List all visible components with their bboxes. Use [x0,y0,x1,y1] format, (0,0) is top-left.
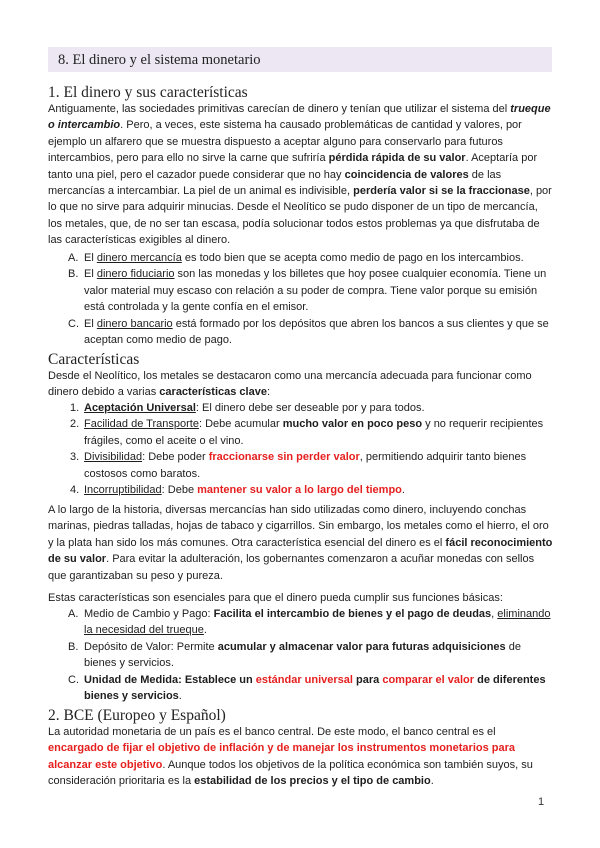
text-run: de diferentes bienes y servicios [84,673,546,703]
text-run: y no requerir recipientes frágiles, como el aceite o el vino. [84,418,544,447]
text-run: eliminando la necesidad del trueque [84,608,551,637]
text-run: perdería valor si se la fraccionase [353,185,530,198]
list-item [48,639,554,672]
list-item [48,482,554,498]
text-run: fácil reconocimiento de su valor [48,536,553,566]
list-marker: C. [68,317,79,330]
text-run: Antiguamente, las sociedades primitivas carecían de dinero y tenían que utilizar el sistema del [48,103,511,115]
text-run: es todo bien que se acepta como medio de pago en los intercambios. [181,252,524,264]
text-run: , [491,608,498,620]
text-run: Estas características son esenciales para que el dinero pueda cumplir sus funciones básicas: [48,592,503,604]
text-run: . [203,624,207,637]
text-run: fraccionarse sin perder valor [208,451,360,464]
list-marker: B. [68,640,79,653]
text-run: Facilidad de Transporte [84,418,199,431]
list-marker: 4. [70,484,80,497]
characteristics-intro [48,368,554,401]
text-run: comparar el valor [382,673,475,686]
list-item [48,250,554,266]
list-marker: 3. [70,451,80,464]
text-run: dinero fiduciario [96,268,175,281]
text-run: . [430,775,434,788]
functions-intro [48,590,554,606]
list-item [48,606,554,639]
text-run: : Debe poder [142,451,209,464]
list-marker: A. [68,608,79,620]
section-heading-caracteristicas: Características [48,351,140,368]
text-run: : Debe acumular [198,418,283,431]
text-run: de las mercancías a intercambiar. La piel de un animal es indivisible, [48,168,502,198]
list-item [48,672,554,705]
text-run: Divisibilidad [84,451,143,464]
text-run: El [84,317,97,330]
text-run: dinero bancario [96,317,173,330]
text-run: encargado de fijar el objetivo de inflación y de manejar los instrumentos monetarios para alcanzar este objetivo [48,742,516,771]
text-run: mucho valor en poco peso [282,418,423,431]
text-run: son las monedas y los billetes que hoy posee cualquier economía. Tiene un valor material muy escaso con relación a su poder de compra. Tiene valor porque su emisión está controlada y la gente confía en el emisor. [84,268,547,314]
section-heading-dinero: 1. El dinero y sus características [48,84,248,101]
chapter-title: 8. El dinero y el sistema monetario [58,52,261,68]
chapter-title-banner [48,47,552,72]
characteristics-list [48,400,554,498]
text-run: características clave [159,386,267,399]
list-marker: B. [68,268,79,281]
text-run: , por lo que no sirve para adquirir minucias. Desde el Neolítico se pudo disponer de un tipo de mercancía, los metales, que, de no ser tan escasa, podía solucionar todos estos problemas ya que disfrutaba de las características exigibles al dinero. [48,185,552,247]
money-types-list [48,250,554,348]
text-run: Incorruptibilidad [84,484,162,497]
text-run: estabilidad de los precios y el tipo de cambio [194,775,431,788]
list-marker: 1. [70,402,80,414]
intro-paragraph [48,101,554,249]
text-run: . [178,690,182,703]
text-run: Aceptación Universal [84,402,196,414]
text-run: Facilita el intercambio de bienes y el pago de deudas [213,608,492,620]
text-run: estándar universal [255,673,353,686]
text-run: . Aceptaría por tanto una piel, pero el cazador puede considerar que no hay [48,152,538,181]
list-marker: A. [68,252,79,264]
text-run: : El dinero debe ser deseable por y para todos. [195,402,425,414]
functions-list [48,606,554,704]
text-run: A lo largo de la historia, diversas mercancías han sido utilizadas como dinero, incluyendo conchas marinas, piedras talladas, hojas de tabaco y cigarrillos. Sin embargo, los metales como el hierro, el oro y la plata han sido los más comunes. Otra característica esencial del dinero es el [48,504,549,549]
text-run: mantener su valor a lo largo del tiempo [197,484,402,497]
text-run: El [84,252,97,264]
text-run: . Para evitar la adulteración, los gobernantes comenzaron a acuñar monedas con sellos que garantizaban su peso y pureza. [48,553,535,582]
text-run: para [352,673,383,686]
text-run: : [266,386,271,399]
text-run: La autoridad monetaria de un país es el banco central. De este modo, el banco central es el [48,726,496,738]
list-item [48,400,554,416]
list-item [48,266,554,315]
text-run: Unidad de Medida: Establece un [84,673,256,686]
list-item [48,449,554,482]
list-marker: C. [68,673,79,686]
text-run: pérdida rápida de su valor [328,152,466,165]
text-run: dinero mercancía [96,252,182,264]
section-heading-bce: 2. BCE (Europeo y Español) [48,707,226,724]
text-run: trueque o intercambio [48,103,551,132]
text-run: , permitiendo adquirir tanto bienes costosos como baratos. [84,451,527,480]
text-run: Medio de Cambio y Pago: [84,608,214,620]
text-run: coincidencia de valores [344,168,469,181]
text-run: : Debe [161,484,198,497]
list-item [48,416,554,449]
text-run: está formado por los depósitos que abren los bancos a sus clientes y que se aceptan como medio de pago. [84,317,549,347]
text-run: El [84,268,97,281]
text-run: Desde el Neolítico, los metales se destacaron como una mercancía adecuada para funcionar como dinero debido a varias [48,370,532,399]
text-run: acumular y almacenar valor para futuras adquisiciones [217,640,506,653]
list-marker: 2. [70,418,80,431]
text-run: Depósito de Valor: Permite [84,640,218,653]
text-run: . Pero, a veces, este sistema ha causado problemáticas de cantidad y valores, por ejemplo un alfarero que se muestra dispuesto a aceptar alguno para conservarlo para futuros intercambios, pero para ello no sirve la carne que sufriría [48,119,522,165]
list-item [48,316,554,349]
text-run: . Aunque todos los objetivos de la política económica son también suyos, su consideración prioritaria es la [48,758,533,788]
text-run: de bienes y servicios. [84,640,521,670]
bce-paragraph [48,724,554,790]
history-paragraph [48,502,554,584]
text-run: . [401,484,405,497]
page-number: 1 [538,796,545,808]
